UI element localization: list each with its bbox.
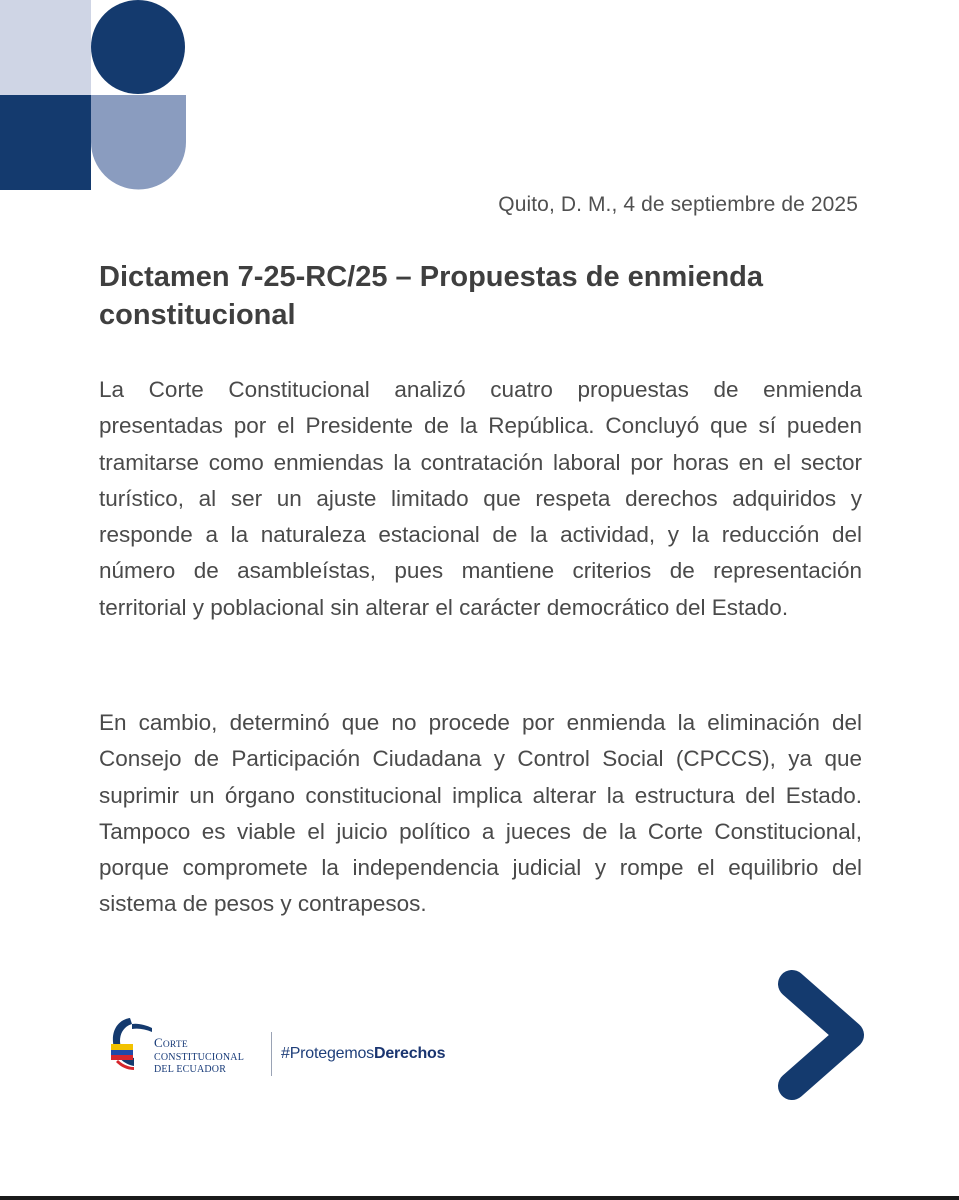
hashtag-suffix: Derechos xyxy=(373,1045,446,1062)
page-title: Dictamen 7-25-RC/25 – Propuestas de enmienda constitucional xyxy=(99,261,764,331)
pale-square xyxy=(0,0,91,95)
body-paragraph-1: La Corte Constitucional analizó cuatro propuestas de enmienda presentadas por el Presidente de la República. Concluyó que sí pueden tramitarse como enmiendas la contratación laboral por horas en el sector turístico, al ser un ajuste limitado que respeta derechos adquiridos y responde a la naturaleza estacional de la actividad, y la reducción del número de asambleístas, pues mantiene criterios de representación territorial y poblacional sin alterar el carácter democrático del Estado. xyxy=(99,377,862,620)
logo-line-3: DEL ECUADOR xyxy=(154,1064,227,1075)
court-logo-wordmark xyxy=(154,1037,244,1077)
footer-divider xyxy=(271,1032,272,1076)
chevron-right-icon[interactable] xyxy=(772,966,872,1104)
navy-circle xyxy=(91,0,185,94)
decorative-corner-shapes xyxy=(0,0,200,200)
court-logo-icon xyxy=(108,1014,156,1070)
logo-line-2: CONSTITUCIONAL xyxy=(154,1051,245,1063)
logo-line-1: CORTE xyxy=(154,1035,188,1050)
hashtag-prefix: #Protegemos xyxy=(281,1045,374,1062)
bottom-border xyxy=(0,1196,959,1200)
campaign-hashtag xyxy=(281,1045,445,1063)
body-paragraph-2: En cambio, determinó que no procede por enmienda la eliminación del Consejo de Participación Ciudadana y Control Social (CPCCS), ya que suprimir un órgano constitucional implica alterar la estructura del Estado. Tampoco es viable el juicio político a jueces de la Corte Constitucional, porque compromete la independencia judicial y rompe el equilibrio del sistema de pesos y contrapesos. xyxy=(99,710,862,917)
navy-square xyxy=(0,95,91,190)
publication-date: Quito, D. M., 4 de septiembre de 2025 xyxy=(498,193,858,216)
slate-half-round xyxy=(91,95,186,190)
